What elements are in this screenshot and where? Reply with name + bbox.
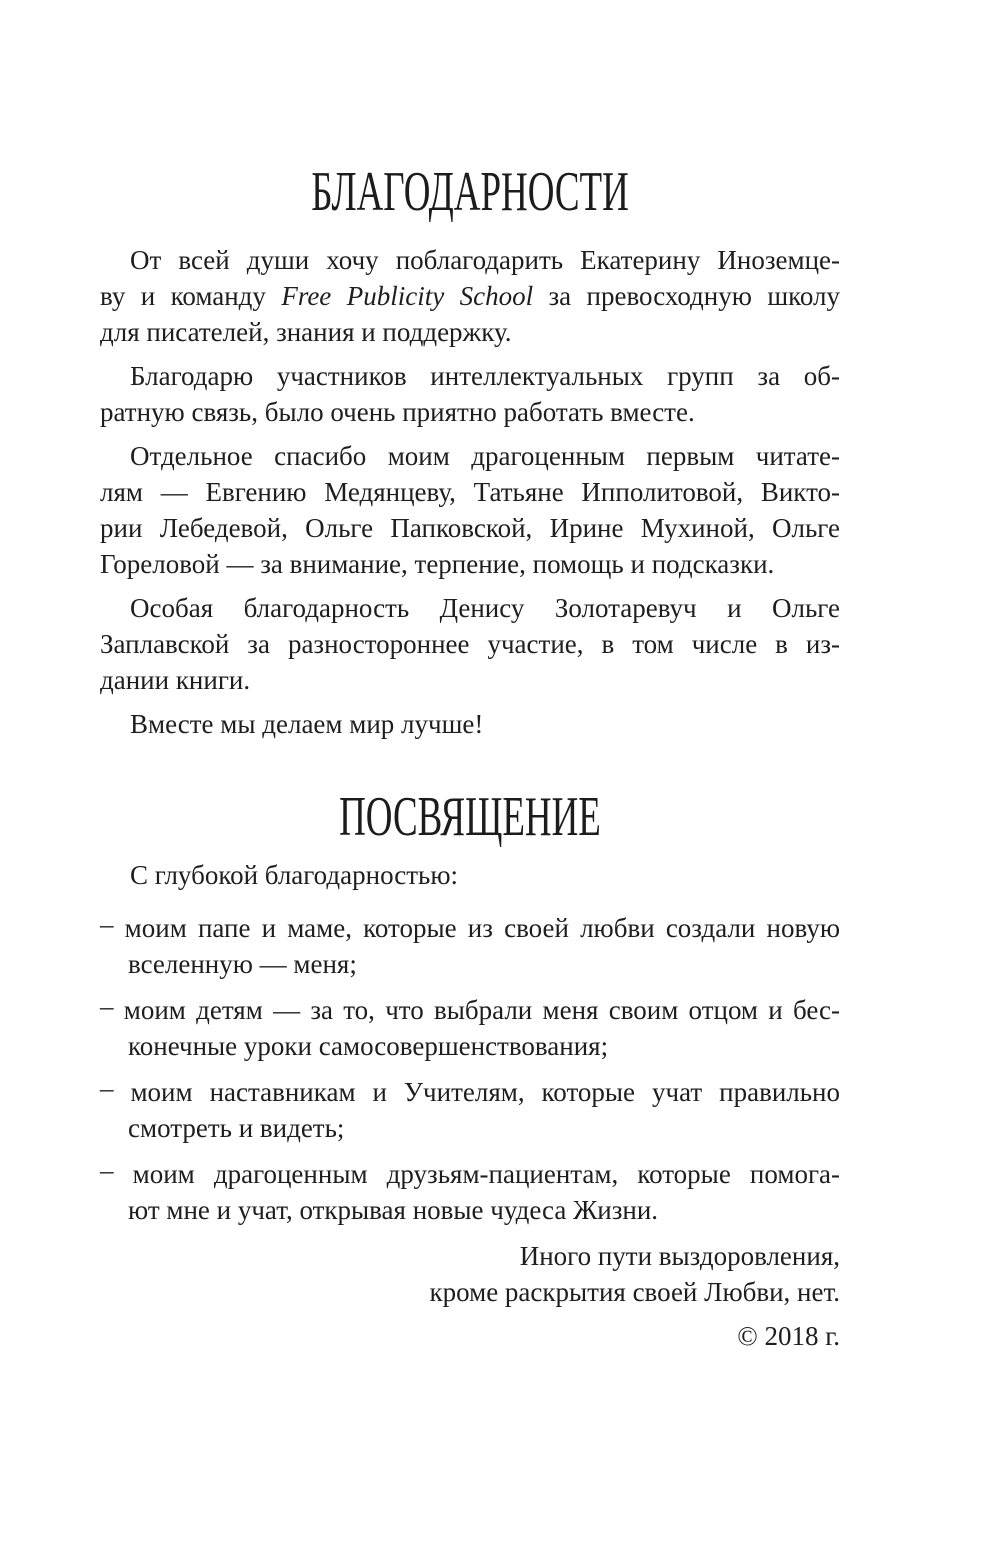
text-line: кроме раскрытия своей Любви, нет. [429,1277,840,1307]
text-line: – моим драгоценным друзьям-пациентам, которые помога- [100,1155,840,1189]
dedication-title: ПОСВЯЩЕНИЕ [339,786,601,848]
text-line: От всей души хочу поблагодарить Екатерину Иноземце- [130,245,840,275]
text-line: лям — Евгению Медянцеву, Татьяне Ипполитовой, Викто- [100,477,840,507]
bullet-dash-icon: – [100,1073,114,1103]
dedication-list [100,910,840,1228]
epigraph [100,1238,840,1310]
text-line: смотреть и видеть; [128,1113,345,1143]
bullet-dash-icon: – [100,1155,114,1185]
list-item [100,992,840,1064]
text-line: – моим папе и маме, которые из своей любви создали новую [100,909,840,943]
paragraph [100,242,840,350]
paragraph [100,438,840,582]
text-line: – моим наставникам и Учителям, которые учат правильно [100,1073,840,1107]
text-line: дании книги. [100,665,251,695]
text-line: конечные уроки самосовершенствования; [128,1031,609,1061]
copyright-line: © 2018 г. [737,1321,840,1351]
list-item [100,1156,840,1228]
text-line: Заплавской за разностороннее участие, в том числе в из- [100,629,840,659]
text-line: вселенную — меня; [128,949,357,979]
paragraph [100,590,840,698]
text-line: ву и команду Free Publicity School за превосходную школу [100,281,840,311]
epigraph-line [100,1238,840,1274]
paragraph [100,358,840,430]
text-line: Отдельное спасибо моим драгоценным первым читате- [130,441,840,471]
text-line: для писателей, знания и поддержку. [100,317,512,347]
epigraph-line [100,1274,840,1310]
dedication-intro: С глубокой благодарностью: [130,860,459,890]
text-line: Вместе мы делаем мир лучше! [130,709,484,739]
text-line: Иного пути выздоровления, [519,1241,840,1271]
list-item [100,1074,840,1146]
text-line: – моим детям — за то, что выбрали меня своим отцом и бес- [100,991,840,1025]
text-line: ют мне и учат, открывая новые чудеса Жизни. [128,1195,659,1225]
acknowledgments-title: БЛАГОДАРНОСТИ [311,161,629,223]
text-line: Особая благодарность Денису Золотаревуч и Ольге [130,593,840,623]
text-line: Гореловой — за внимание, терпение, помощь и подсказки. [100,549,775,579]
text-line: Благодарю участников интеллектуальных групп за об- [130,361,840,391]
list-item [100,910,840,982]
text-line: рии Лебедевой, Ольге Папковской, Ирине Мухиной, Ольге [100,513,840,543]
bullet-dash-icon: – [100,991,114,1021]
acknowledgments-section [100,242,840,742]
text-line: ратную связь, было очень приятно работать вместе. [100,397,695,427]
bullet-dash-icon: – [100,909,114,939]
paragraph [100,706,840,742]
